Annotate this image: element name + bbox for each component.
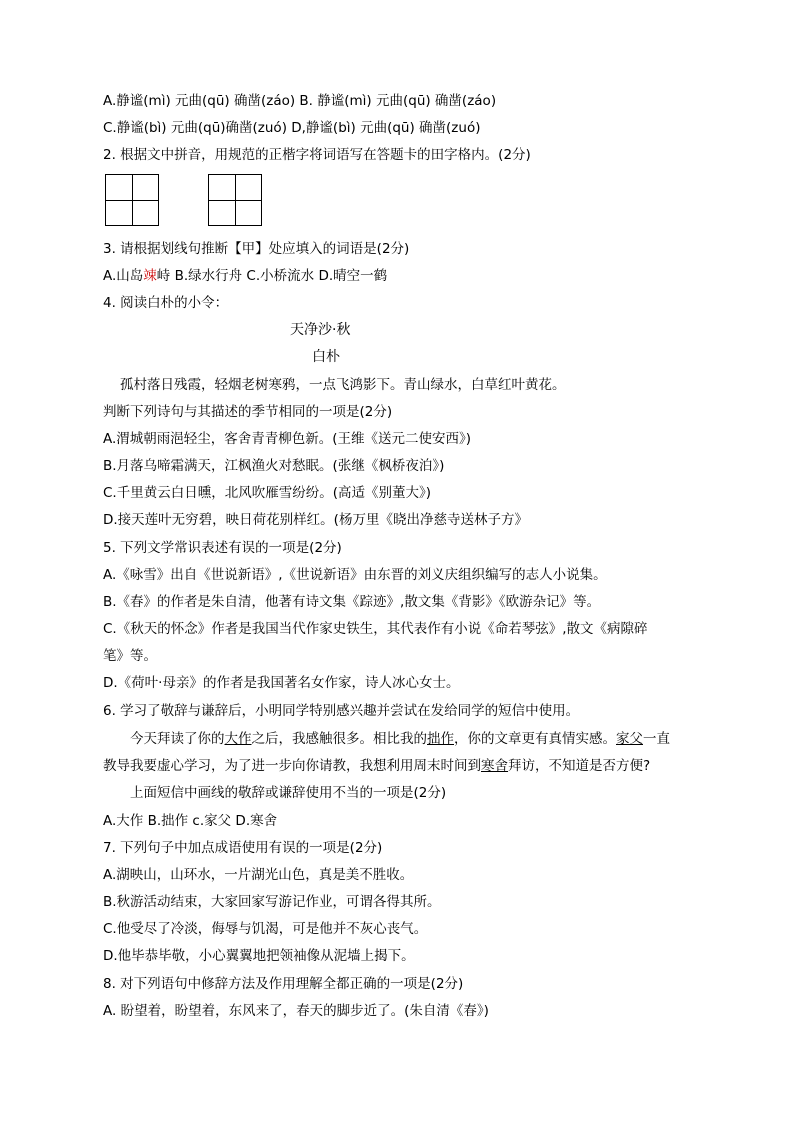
question-6-ask: 上面短信中画线的敬辞或谦辞使用不当的一项是(2分) [130, 785, 447, 801]
poem-title: 天净沙·秋 [290, 322, 351, 338]
question-2: 2. 根据文中拼音，用规范的正楷字将词语写在答题卡的田字格内。(2分) [103, 147, 531, 163]
q6-underlined-jiafu: 家父 [616, 731, 643, 747]
q4-option-b: B.月落乌啼霜满天，江枫渔火对愁眠。(张继《枫桥夜泊》) [103, 458, 445, 474]
q6-message-line2 [103, 757, 650, 775]
q5-option-d: D.《荷叶·母亲》的作者是我国著名女作家，诗人冰心女士。 [103, 675, 460, 691]
q4-option-a: A.渭城朝雨浥轻尘，客舍青青柳色新。(王维《送元二使安西》) [103, 431, 472, 447]
q7-option-d: D.他毕恭毕敬，小心翼翼地把领袖像从泥墙上揭下。 [103, 948, 415, 964]
q7-option-a: A.湖映山，山环水，一片湖光山色，真是美不胜收。 [103, 867, 414, 883]
q7-option-c: C.他受尽了冷淡，侮辱与饥渴，可是他并不灰心丧气。 [103, 921, 428, 937]
q6-underlined-dazuo: 大作 [224, 731, 252, 747]
q3-option-a-marked-char: 竦 [143, 268, 157, 284]
q6-text: ，你的文章更有真情实感。 [454, 731, 616, 747]
q3-option-rest: 峙 B.绿水行舟 C.小桥流水 D.晴空一鹤 [156, 268, 388, 284]
question-5: 5. 下列文学常识表述有误的一项是(2分) [103, 540, 342, 556]
question-4: 4. 阅读白朴的小令： [103, 295, 229, 311]
q8-option-a: A. 盼望着，盼望着，东风来了，春天的脚步近了。(朱自清《春》) [103, 1003, 489, 1019]
q5-option-c-line1: C.《秋天的怀念》作者是我国当代作家史铁生，其代表作有小说《命若琴弦》,散文《病隙碎 [103, 621, 648, 637]
tianzige-box-1[interactable] [105, 174, 159, 226]
q3-option-a-part1: A.山岛 [103, 268, 144, 284]
q6-text: 今天拜读了你的 [130, 731, 225, 747]
q7-option-b: B.秋游活动结束，大家回家写游记作业，可谓各得其所。 [103, 894, 441, 910]
question-3: 3. 请根据划线句推断【甲】处应填入的词语是(2分) [103, 241, 410, 257]
question-7: 7. 下列句子中加点成语使用有误的一项是(2分) [103, 840, 383, 856]
q6-text: 之后，我感触很多。相比我的 [251, 731, 427, 747]
q6-text: 教导我要虚心学习，为了进一步向你请教，我想利用周末时间到 [103, 758, 481, 774]
q6-text: 拜访，不知道是否方便? [508, 758, 651, 774]
q6-underlined-hanshe: 寒舍 [481, 758, 508, 774]
q4-option-d: D.接天莲叶无穷碧，映日荷花别样红。(杨万里《晓出净慈寺送林子方》 [103, 512, 528, 528]
option-line-ab: A.静谧(mì) 元曲(qū) 确凿(záo) B. 静谧(mì) 元曲(qū) 确凿(záo) [103, 93, 497, 109]
question-3-options [103, 267, 387, 285]
poem-text: 孤村落日残霞，轻烟老树寒鸦，一点飞鸿影下。青山绿水，白草红叶黄花。 [120, 377, 566, 393]
question-6-options: A.大作 B.拙作 c.家父 D.寒舍 [103, 813, 278, 829]
q6-underlined-zhuozuo: 拙作 [427, 731, 454, 747]
q5-option-b: B.《春》的作者是朱自清，他著有诗文集《踪迹》,散文集《背影》《欧游杂记》等。 [103, 594, 601, 610]
q5-option-c-line2: 笔》等。 [103, 648, 157, 664]
option-line-cd: C.静谧(bì) 元曲(qū)确凿(zuó) D,静谧(bì) 元曲(qū) 确凿(zuó) [103, 120, 481, 136]
q6-message-line1 [130, 730, 670, 748]
q6-text: 一直 [643, 731, 670, 747]
question-8: 8. 对下列语句中修辞方法及作用理解全都正确的一项是(2分) [103, 976, 464, 992]
q4-option-c: C.千里黄云白日曛，北风吹雁雪纷纷。(高适《别董大》) [103, 485, 432, 501]
question-4-ask: 判断下列诗句与其描述的季节相同的一项是(2分) [103, 404, 393, 420]
tianzige-box-2[interactable] [208, 174, 262, 226]
question-6: 6. 学习了敬辞与谦辞后，小明同学特别感兴趣并尝试在发给同学的短信中使用。 [103, 703, 580, 719]
q5-option-a: A.《咏雪》出自《世说新语》,《世说新语》由东晋的刘义庆组织编写的志人小说集。 [103, 567, 607, 583]
poem-author: 白朴 [312, 349, 340, 365]
